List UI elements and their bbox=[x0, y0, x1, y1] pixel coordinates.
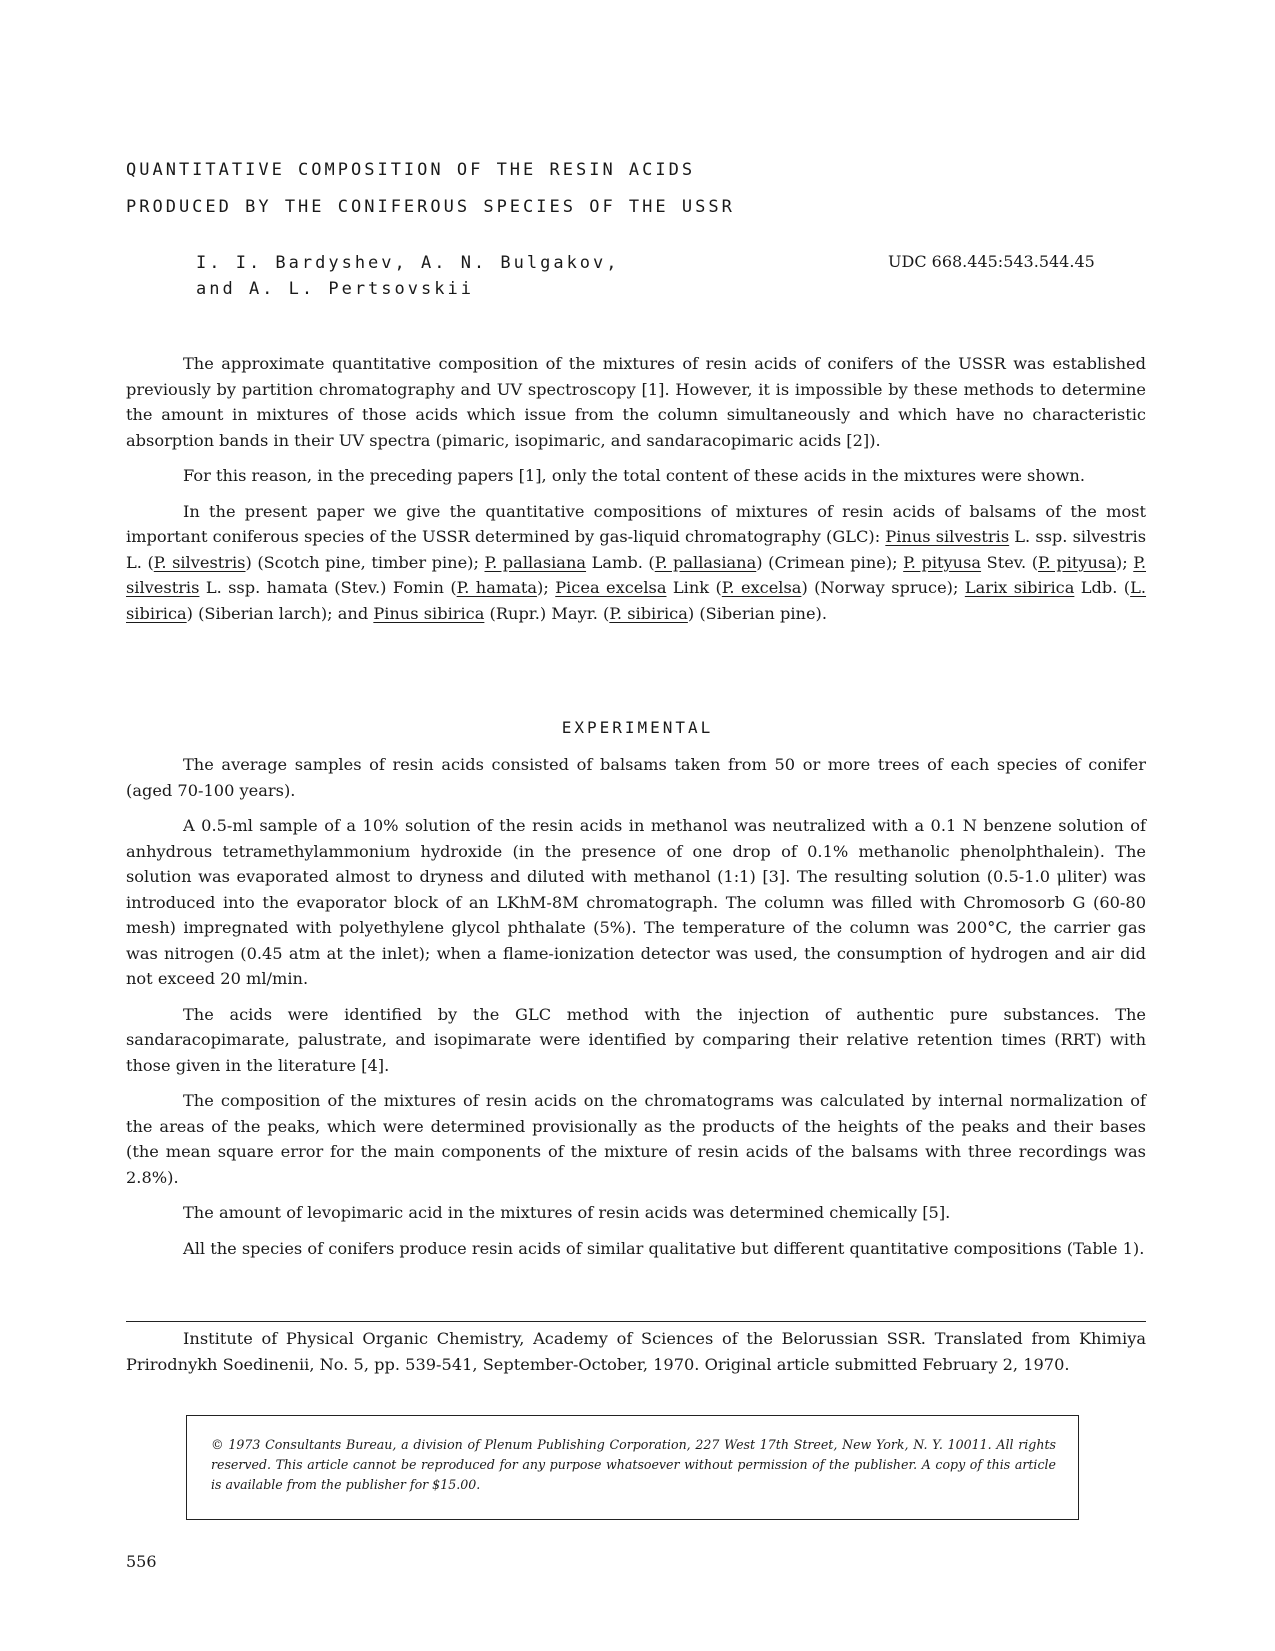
experimental-paragraph-4: The composition of the mixtures of resin acids on the chromatograms was calculated by internal normalization of the areas of the peaks, which were determined provisionally as the products of the heights of the peaks and their bases (the mean square error for the main components of the mixture of resin acids of the balsams with three recordings was 2.8%). bbox=[126, 1091, 1146, 1187]
text-run: ); bbox=[1115, 552, 1134, 572]
species-abbrev: P. silvestris bbox=[153, 552, 246, 572]
species-abbrev: L. sibirica bbox=[126, 578, 1147, 623]
experimental-section bbox=[126, 752, 1146, 1261]
species-name: Pinus silvestris bbox=[885, 527, 1010, 546]
text-run: ) (Crimean pine); bbox=[756, 552, 904, 572]
species-abbrev: P. excelsa bbox=[721, 578, 802, 597]
experimental-paragraph-5: The amount of levopimaric acid in the mixtures of resin acids was determined chemically [5]. bbox=[183, 1203, 951, 1222]
article-title-line-1: QUANTITATIVE COMPOSITION OF THE RESIN ACIDS bbox=[126, 160, 696, 180]
intro-paragraph-2: For this reason, in the preceding papers [1], only the total content of these acids in the mixtures were shown. bbox=[183, 466, 1085, 485]
experimental-paragraph-6: All the species of conifers produce resin acids of similar qualitative but different quantitative compositions (Table 1). bbox=[183, 1238, 1145, 1258]
text-run: Stev. ( bbox=[981, 552, 1039, 572]
species-abbrev: P. pallasiana bbox=[654, 552, 757, 572]
intro-paragraph-1: The approximate quantitative composition of the mixtures of resin acids of conifers of the USSR was established previously by partition chromatography and UV spectroscopy [1]. However, it is impossible by these methods to determine the amount in mixtures of those acids which issue from the column simultaneously and which have no characteristic absorption bands in their UV spectra (pimaric, isopimaric, and sandaracopimaric acids [2]). bbox=[126, 354, 1146, 450]
text-run: Lamb. ( bbox=[586, 552, 655, 572]
footnote-divider bbox=[126, 1321, 1146, 1322]
experimental-paragraph-1: The average samples of resin acids consisted of balsams taken from 50 or more trees of each species of conifer (aged 70-100 years). bbox=[126, 755, 1146, 800]
species-name: P. pallasiana bbox=[484, 552, 587, 572]
species-name: Larix sibirica bbox=[964, 578, 1075, 597]
text-run: ) (Norway spruce); bbox=[801, 578, 965, 597]
species-abbrev: P. sibirica bbox=[609, 603, 688, 623]
species-abbrev: P. hamata bbox=[456, 578, 538, 597]
page-number: 556 bbox=[126, 1552, 157, 1571]
text-run: Link ( bbox=[666, 578, 722, 597]
copyright-notice-box bbox=[186, 1415, 1079, 1520]
text-run: L. ssp. silvestris L. ( bbox=[126, 527, 1147, 572]
footnote-text: Institute of Physical Organic Chemistry, Academy of Sciences of the Belorussian SSR. Translated from Khimiya Prirodnykh Soedinenii, No. 5, pp. 539-541, September-October, 1970. Original article submitted February 2, 1970. bbox=[126, 1329, 1146, 1374]
species-name: Picea excelsa bbox=[555, 578, 667, 597]
intro-paragraph-3 bbox=[126, 499, 1146, 627]
introduction bbox=[126, 351, 1146, 626]
copyright-text: © 1973 Consultants Bureau, a division of Plenum Publishing Corporation, 227 West 17th Street, New York, N. Y. 10011. All rights reserved. This article cannot be reproduced for any purpose whatsoever without permission of the publisher. A copy of this article is available from the publisher for $15.00. bbox=[211, 1437, 1056, 1492]
experimental-paragraph-2: A 0.5-ml sample of a 10% solution of the resin acids in methanol was neutralized with a 0.1 N benzene solution of anhydrous tetramethylammonium hydroxide (in the presence of one drop of 0.1% methanolic phenolphthalein). The solution was evaporated almost to dryness and diluted with methanol (1:1) [3]. The resulting solution (0.5-1.0 μliter) was introduced into the evaporator block of an LKhM-8M chromatograph. The column was filled with Chromosorb G (60-80 mesh) impregnated with polyethylene glycol phthalate (5%). The temperature of the column was 200°C, the carrier gas was nitrogen (0.45 atm at the inlet); when a flame-ionization detector was used, the consumption of hydrogen and air did not exceed 20 ml/min. bbox=[126, 816, 1146, 988]
authors-line-2: and A. L. Pertsovskii bbox=[196, 279, 474, 299]
article-title-line-2: PRODUCED BY THE CONIFEROUS SPECIES OF THE USSR bbox=[126, 197, 735, 217]
species-abbrev: P. pityusa bbox=[1038, 552, 1116, 572]
footnote bbox=[126, 1326, 1146, 1377]
authors bbox=[196, 250, 620, 302]
text-run: L. ssp. hamata (Stev.) Fomin ( bbox=[199, 578, 457, 597]
udc-code: UDC 668.445:543.544.45 bbox=[888, 252, 1095, 271]
authors-line-1: I. I. Bardyshev, A. N. Bulgakov, bbox=[196, 253, 620, 273]
text-run: (Rupr.) Mayr. ( bbox=[484, 603, 610, 623]
section-heading-experimental: EXPERIMENTAL bbox=[561, 718, 714, 737]
text-run: ) (Scotch pine, timber pine); bbox=[245, 552, 485, 572]
text-run: ) (Siberian larch); and bbox=[186, 603, 374, 623]
species-name: P. pityusa bbox=[903, 552, 982, 572]
text-run: ); bbox=[537, 578, 556, 597]
text-run: Ldb. ( bbox=[1074, 578, 1131, 597]
text-run: ) (Siberian pine). bbox=[687, 603, 828, 623]
experimental-paragraph-3: The acids were identified by the GLC method with the injection of authentic pure substances. The sandaracopimarate, palustrate, and isopimarate were identified by comparing their relative retention times (RRT) with those given in the literature [4]. bbox=[126, 1004, 1146, 1075]
text-run: In the present paper we give the quantitative compositions of mixtures of resin acids of balsams of the most important coniferous species of the USSR determined by gas-liquid chromatography (GLC): bbox=[126, 501, 1146, 546]
species-name: Pinus sibirica bbox=[373, 603, 485, 623]
species-name: P. silvestris bbox=[126, 552, 1147, 597]
